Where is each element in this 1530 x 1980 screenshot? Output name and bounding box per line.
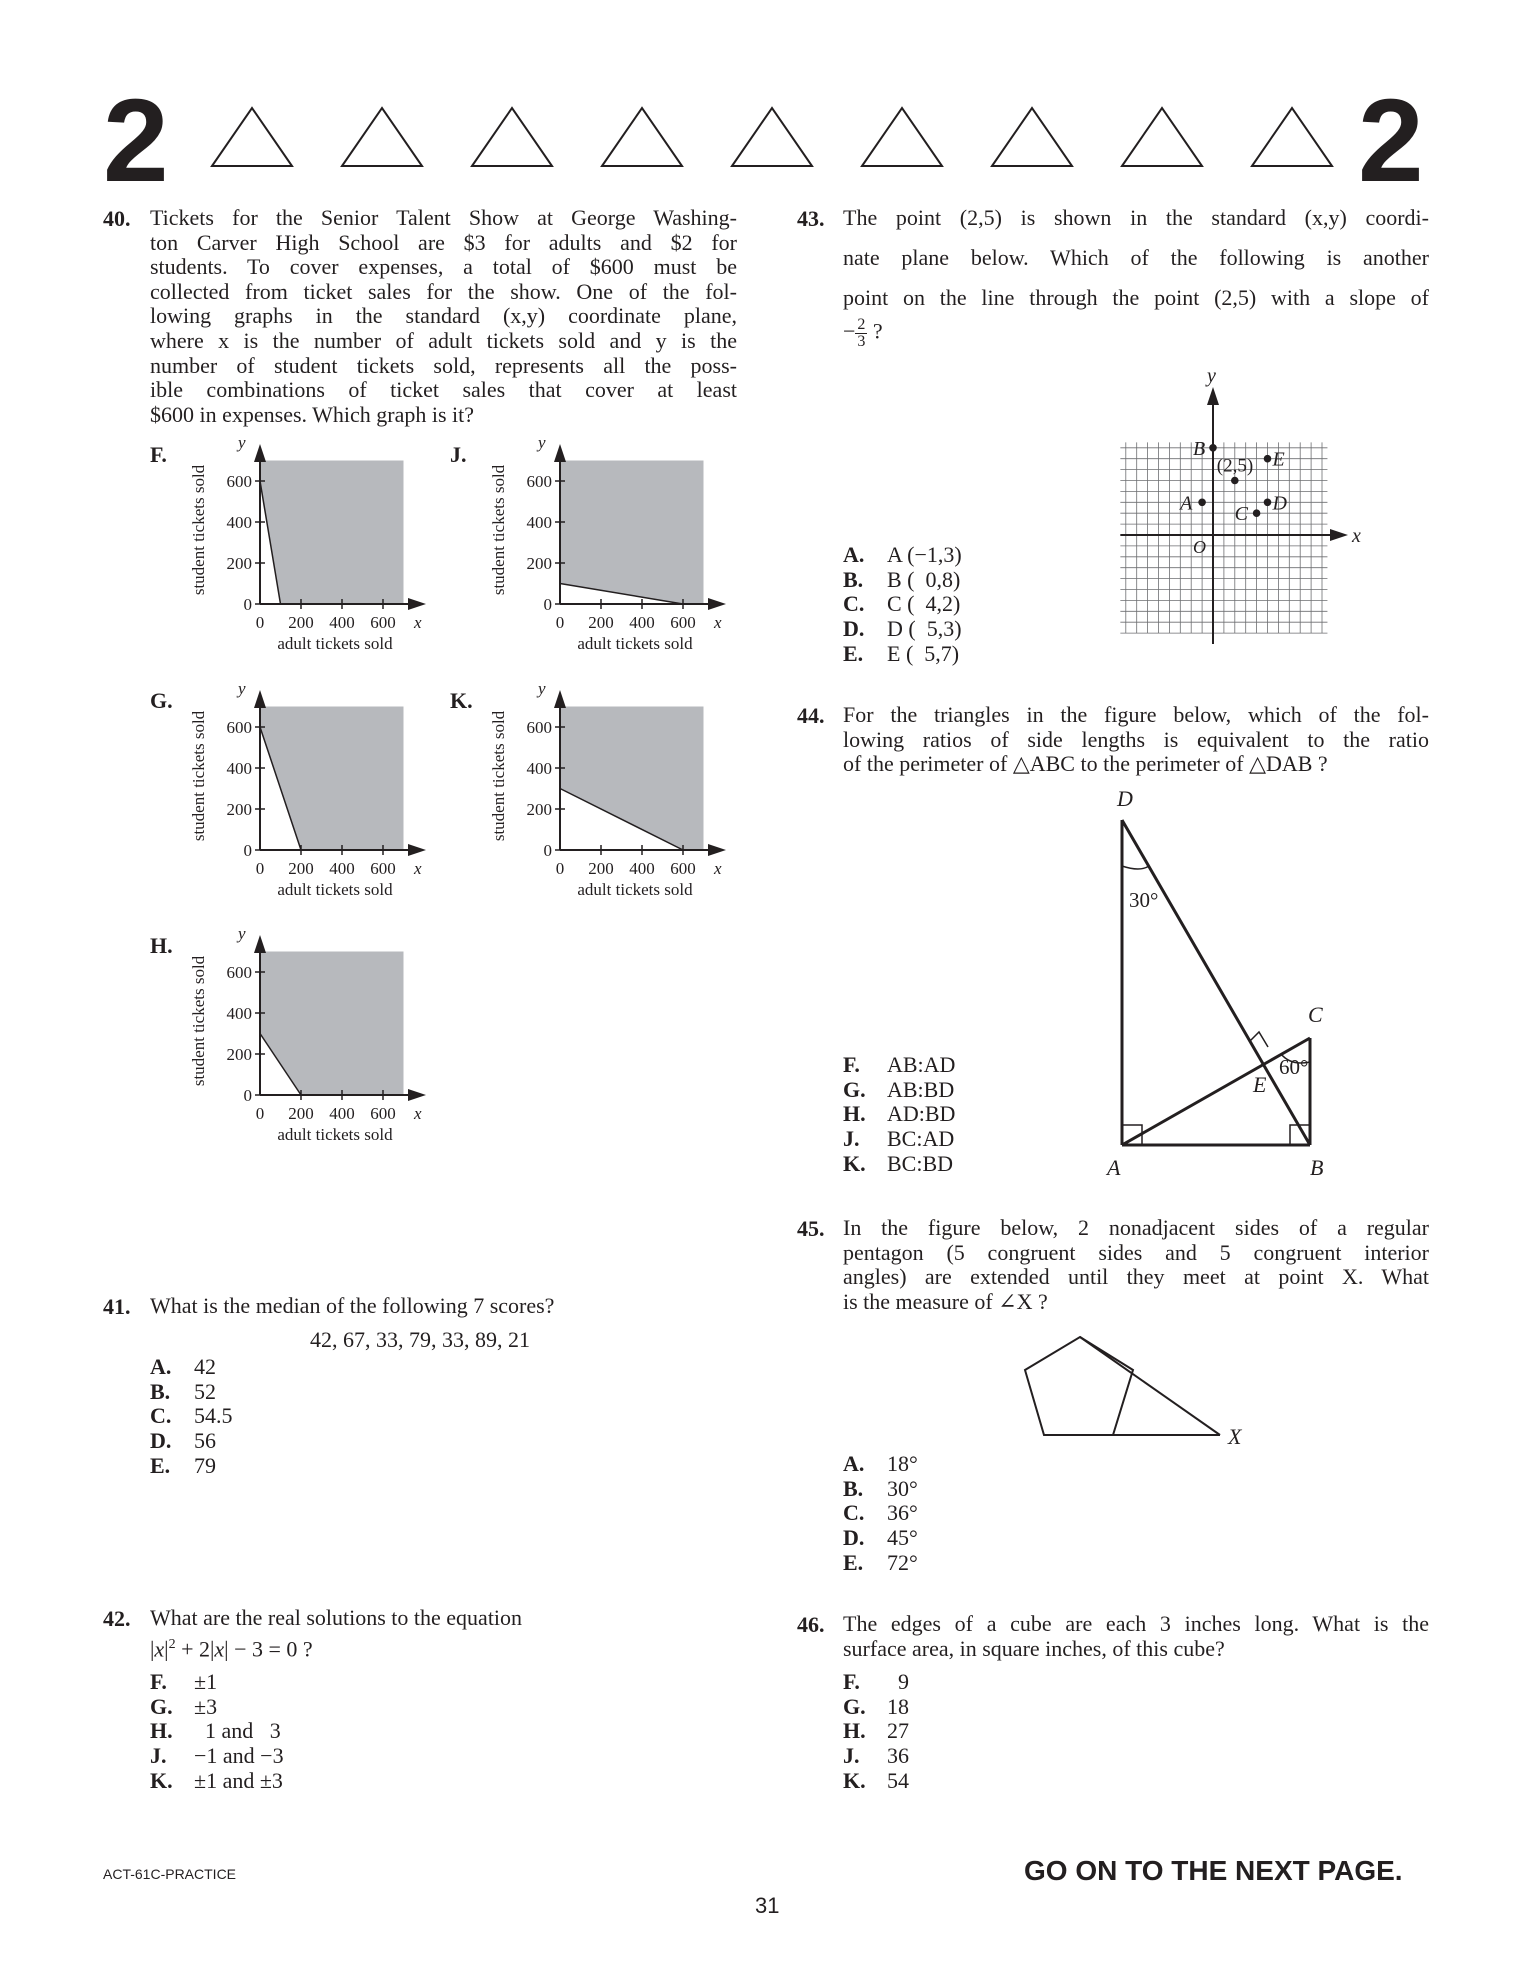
- q40-line: where x is the number of adult tickets sold and y is the: [150, 327, 737, 353]
- option-text: 18: [887, 1693, 909, 1719]
- triangle-row: [198, 104, 1348, 174]
- x-arrow: [408, 844, 426, 856]
- option-text: 36°: [887, 1500, 918, 1526]
- label-b: B: [1310, 1155, 1324, 1180]
- header-triangle: [1122, 108, 1202, 166]
- point-a-label: A: [1180, 492, 1193, 515]
- y-letter: y: [238, 679, 246, 698]
- x-tick-label: 0: [255, 1104, 265, 1123]
- option-letter: G.: [843, 1693, 866, 1719]
- graph-label[interactable]: K.: [450, 688, 473, 713]
- option-text: ±1: [194, 1669, 218, 1694]
- answer-option[interactable]: [843, 1477, 918, 1502]
- option-text: AD:BD: [887, 1101, 956, 1127]
- point-b-label: B: [1193, 437, 1206, 460]
- answer-option[interactable]: [843, 1744, 909, 1769]
- header-triangle: [342, 108, 422, 166]
- question-44-number: 44.: [797, 703, 825, 728]
- option-text: 56: [194, 1428, 216, 1454]
- option-letter: E.: [843, 1549, 864, 1575]
- y-tick-label: 0: [243, 595, 252, 614]
- y-tick-label: 400: [226, 1004, 252, 1023]
- option-text: 79: [194, 1452, 216, 1478]
- q45-pentagon-figure: [1010, 1325, 1270, 1445]
- y-tick-label: 400: [226, 759, 252, 778]
- y-letter: y: [238, 433, 246, 452]
- x-axis-title: adult tickets sold: [577, 634, 693, 653]
- question-41-text: What is the median of the following 7 scores?: [150, 1293, 555, 1318]
- shaded-region: [560, 707, 704, 851]
- question-43-line-1: The point (2,5) is shown in the standard (x,y) coordi-: [843, 205, 1429, 230]
- option-text: 54.5: [194, 1403, 233, 1429]
- point-c-label: C: [1234, 503, 1248, 526]
- x-tick-label: 0: [255, 859, 265, 878]
- q44-line: of the perimeter of △ABC to the perimeter of △DAB ?: [843, 751, 1328, 777]
- y-axis-title: student tickets sold: [489, 710, 508, 842]
- question-40-text: [150, 206, 737, 427]
- graph-plot: [188, 923, 478, 1153]
- y-arrow: [554, 690, 566, 708]
- question-45-text: [843, 1216, 1429, 1314]
- q45-line: In the figure below, 2 nonadjacent sides of a regular: [843, 1215, 1429, 1240]
- option-letter: E.: [150, 1452, 171, 1478]
- x-tick-label: 400: [329, 859, 355, 878]
- q44-line: For the triangles in the figure below, which of the fol-: [843, 702, 1429, 727]
- option-letter: J.: [150, 1743, 167, 1769]
- q45-line: angles) are extended until they meet at point X. What: [843, 1264, 1429, 1290]
- x-arrow: [708, 598, 726, 610]
- question-43-number: 43.: [797, 206, 825, 231]
- option-letter: A.: [843, 1451, 865, 1476]
- y-tick-label: 200: [526, 554, 552, 573]
- point-e-label: E: [1272, 448, 1285, 471]
- q40-line: ton Carver High School are $3 for adults and $2 for: [150, 229, 737, 255]
- triangle-lines: [1122, 820, 1310, 1145]
- x-letter: x: [714, 613, 722, 632]
- option-letter: G.: [150, 1693, 173, 1719]
- option-text: 27: [887, 1718, 909, 1744]
- x-tick-label: 400: [329, 613, 355, 632]
- option-letter: K.: [843, 1767, 866, 1793]
- y-tick-label: 600: [526, 718, 552, 737]
- y-letter: y: [238, 924, 246, 943]
- y-tick-label: 0: [543, 841, 552, 860]
- point-e: [1264, 455, 1272, 463]
- point-a: [1198, 499, 1206, 507]
- y-arrow: [254, 690, 266, 708]
- shaded-region: [260, 707, 404, 851]
- graph-plot: [188, 432, 478, 662]
- arc-30: [1122, 866, 1149, 869]
- option-letter: B.: [843, 566, 864, 592]
- answer-option[interactable]: [843, 1695, 909, 1720]
- eq-var-1: x: [154, 1636, 165, 1662]
- answer-option[interactable]: [843, 1526, 918, 1551]
- x-tick-label: 400: [329, 1104, 355, 1123]
- answer-option[interactable]: [150, 1719, 284, 1744]
- question-44-options: [843, 1053, 955, 1177]
- q45-line: is the measure of ∠X ?: [843, 1288, 1048, 1314]
- question-43-options: [843, 543, 962, 667]
- graph-label[interactable]: H.: [150, 933, 173, 958]
- graph-plot: [188, 678, 478, 908]
- y-arrow: [1207, 387, 1219, 405]
- y-tick-label: 400: [526, 759, 552, 778]
- question-41-number: 41.: [103, 1294, 131, 1319]
- option-text: ±1 and ±3: [194, 1767, 283, 1793]
- x-axis-title: adult tickets sold: [277, 880, 393, 899]
- option-text: 9: [887, 1669, 909, 1694]
- header-triangle: [862, 108, 942, 166]
- question-41-options: [150, 1355, 233, 1479]
- y-arrow: [254, 935, 266, 953]
- answer-option[interactable]: [150, 1695, 284, 1720]
- question-41-scores: 42, 67, 33, 79, 33, 89, 21: [310, 1327, 530, 1352]
- x-letter: x: [414, 1104, 422, 1123]
- answer-option[interactable]: [150, 1429, 233, 1454]
- x-arrow: [708, 844, 726, 856]
- question-46-number: 46.: [797, 1612, 825, 1637]
- x-tick-label: 400: [629, 613, 655, 632]
- question-40-number: 40.: [103, 206, 131, 231]
- slope-denominator: 3: [857, 333, 866, 350]
- x-letter: x: [414, 613, 422, 632]
- label-a: A: [1107, 1155, 1121, 1180]
- answer-option[interactable]: [843, 1551, 918, 1576]
- q40-line: Tickets for the Senior Talent Show at George Washing-: [150, 205, 737, 230]
- answer-option[interactable]: [843, 543, 962, 568]
- option-text: 36: [887, 1743, 909, 1769]
- label-x: X: [1228, 1424, 1242, 1445]
- point-c: [1253, 509, 1261, 517]
- option-letter: C.: [150, 1403, 172, 1429]
- eq-mid: + 2: [175, 1636, 210, 1662]
- option-text: AB:AD: [887, 1052, 956, 1077]
- x-tick-label: 0: [555, 859, 565, 878]
- q44-line: lowing ratios of side lengths is equivalent to the ratio: [843, 726, 1429, 752]
- x-tick-label: 200: [288, 859, 314, 878]
- y-letter: y: [538, 433, 546, 452]
- answer-option[interactable]: [843, 1127, 955, 1152]
- answer-option[interactable]: [843, 617, 962, 642]
- y-tick-label: 600: [226, 472, 252, 491]
- answer-option[interactable]: [843, 642, 962, 667]
- answer-option[interactable]: [843, 1102, 955, 1127]
- x-letter: x: [1352, 525, 1361, 547]
- question-43-line-3: point on the line through the point (2,5) with a slope of: [843, 285, 1429, 310]
- graph-plot: [488, 432, 778, 662]
- answer-option[interactable]: [843, 1501, 918, 1526]
- answer-option[interactable]: [843, 1053, 955, 1078]
- option-letter: J.: [843, 1743, 860, 1769]
- y-tick-label: 400: [226, 513, 252, 532]
- x-tick-label: 0: [555, 613, 565, 632]
- answer-option[interactable]: [843, 1769, 909, 1794]
- option-text: 18°: [887, 1451, 918, 1476]
- question-45-number: 45.: [797, 1216, 825, 1241]
- section-number-left: 2: [103, 75, 169, 207]
- question-43-slope: [843, 317, 883, 350]
- point-d-label: D: [1272, 492, 1287, 515]
- option-letter: H.: [150, 1718, 173, 1744]
- q43-coordinate-grid: [1090, 365, 1380, 665]
- footer-code: ACT-61C-PRACTICE: [103, 1866, 237, 1882]
- x-tick-label: 600: [370, 613, 396, 632]
- header-triangle: [602, 108, 682, 166]
- question-45-options: [843, 1452, 918, 1576]
- x-tick-label: 200: [288, 613, 314, 632]
- option-letter: C.: [843, 591, 865, 617]
- answer-option[interactable]: [150, 1769, 284, 1794]
- origin-label: O: [1193, 537, 1206, 557]
- option-letter: G.: [843, 1076, 866, 1102]
- answer-option[interactable]: [843, 1152, 955, 1177]
- q46-line: surface area, in square inches, of this cube?: [843, 1635, 1225, 1661]
- option-text: E ( 5,7): [887, 640, 960, 666]
- x-tick-label: 600: [670, 859, 696, 878]
- y-tick-label: 600: [226, 963, 252, 982]
- y-axis-title: student tickets sold: [189, 464, 208, 596]
- y-tick-label: 200: [526, 800, 552, 819]
- x-tick-label: 600: [370, 1104, 396, 1123]
- question-43-line-2: nate plane below. Which of the following is another: [843, 245, 1429, 270]
- y-arrow: [254, 444, 266, 462]
- option-letter: H.: [843, 1101, 866, 1127]
- q45-line: pentagon (5 congruent sides and 5 congruent interior: [843, 1239, 1429, 1265]
- q40-line: lowing graphs in the standard (x,y) coordinate plane,: [150, 303, 737, 329]
- y-tick-label: 200: [226, 1045, 252, 1064]
- y-tick-label: 0: [243, 1086, 252, 1105]
- option-letter: A.: [150, 1354, 172, 1379]
- answer-option[interactable]: [150, 1454, 233, 1479]
- option-letter: D.: [150, 1428, 172, 1454]
- segment-db: [1122, 820, 1310, 1145]
- x-letter: x: [714, 859, 722, 878]
- page-number: 31: [755, 1893, 780, 1918]
- shaded-region: [560, 461, 704, 605]
- answer-option[interactable]: [150, 1355, 233, 1380]
- header-triangle: [212, 108, 292, 166]
- question-46-text: [843, 1612, 1429, 1661]
- go-on-next-page: GO ON TO THE NEXT PAGE.: [1024, 1855, 1403, 1886]
- graph-label[interactable]: J.: [450, 442, 467, 467]
- extended-side-1: [1080, 1337, 1220, 1435]
- y-tick-label: 600: [526, 472, 552, 491]
- option-letter: B.: [843, 1475, 864, 1501]
- x-tick-label: 200: [288, 1104, 314, 1123]
- option-letter: K.: [843, 1150, 866, 1176]
- option-text: 30°: [887, 1475, 918, 1501]
- x-tick-label: 200: [588, 613, 614, 632]
- slope-numerator: 2: [857, 316, 866, 333]
- option-letter: K.: [150, 1767, 173, 1793]
- option-text: AB:BD: [887, 1076, 955, 1102]
- given-point: [1231, 477, 1239, 485]
- x-arrow: [408, 598, 426, 610]
- q46-line: The edges of a cube are each 3 inches long. What is the: [843, 1611, 1429, 1636]
- q40-line: students. To cover expenses, a total of $600 must be: [150, 254, 737, 280]
- section-number-right: 2: [1358, 75, 1424, 207]
- point-d: [1264, 499, 1272, 507]
- shaded-region: [260, 952, 404, 1096]
- y-axis-title: student tickets sold: [189, 710, 208, 842]
- option-text: D ( 5,3): [887, 616, 962, 642]
- option-text: B ( 0,8): [887, 566, 961, 592]
- x-arrow: [408, 1089, 426, 1101]
- option-letter: D.: [843, 616, 865, 642]
- option-text: 72°: [887, 1549, 918, 1575]
- option-text: −1 and −3: [194, 1743, 284, 1769]
- y-letter: y: [1207, 365, 1216, 387]
- answer-option[interactable]: [150, 1744, 284, 1769]
- label-c: C: [1308, 1002, 1323, 1027]
- option-text: 54: [887, 1767, 909, 1793]
- x-axis-title: adult tickets sold: [277, 1125, 393, 1144]
- x-tick-label: 600: [670, 613, 696, 632]
- answer-option[interactable]: [150, 1670, 284, 1695]
- y-tick-label: 600: [226, 718, 252, 737]
- x-axis-title: adult tickets sold: [277, 634, 393, 653]
- eq-var-2: x: [214, 1636, 225, 1662]
- option-letter: H.: [843, 1718, 866, 1744]
- y-axis-title: student tickets sold: [489, 464, 508, 596]
- answer-option[interactable]: [843, 1078, 955, 1103]
- question-42-options: [150, 1670, 284, 1794]
- answer-option[interactable]: [843, 1452, 918, 1477]
- question-44-text: [843, 703, 1429, 777]
- header-triangle: [1252, 108, 1332, 166]
- angle-60-label: 60°: [1279, 1055, 1309, 1079]
- x-tick-label: 0: [255, 613, 265, 632]
- q40-line: ible combinations of ticket sales that cover at least: [150, 377, 737, 403]
- option-text: ±3: [194, 1693, 218, 1719]
- option-letter: E.: [843, 640, 864, 666]
- option-letter: A.: [843, 542, 865, 567]
- x-tick-label: 200: [588, 859, 614, 878]
- y-tick-label: 400: [526, 513, 552, 532]
- option-letter: D.: [843, 1525, 865, 1551]
- question-42-equation: $|x|^2 + 2|x| - 3 = 0$ ?: [150, 1636, 313, 1662]
- option-text: BC:BD: [887, 1150, 954, 1176]
- x-letter: x: [414, 859, 422, 878]
- eq-exponent: 2: [168, 1637, 176, 1652]
- q40-line: $600 in expenses. Which graph is it?: [150, 401, 475, 427]
- answer-option[interactable]: [843, 1670, 909, 1695]
- header-triangle: [992, 108, 1072, 166]
- option-letter: F.: [150, 1669, 167, 1694]
- option-text: C ( 4,2): [887, 591, 961, 617]
- given-point-label: (2,5): [1216, 455, 1254, 477]
- option-text: 45°: [887, 1525, 918, 1551]
- eq-end: − 3 = 0 ?: [228, 1636, 313, 1662]
- angle-30-label: 30°: [1129, 888, 1159, 912]
- option-letter: F.: [843, 1669, 860, 1694]
- q44-triangle-figure: [1095, 780, 1355, 1185]
- option-text: 52: [194, 1378, 216, 1404]
- answer-option[interactable]: [150, 1380, 233, 1405]
- point-b: [1209, 444, 1217, 452]
- slope-sign: −: [843, 318, 856, 344]
- header-triangle: [472, 108, 552, 166]
- option-letter: B.: [150, 1378, 171, 1404]
- graph-plot: [488, 678, 778, 908]
- slope-end: ?: [867, 318, 883, 344]
- option-letter: J.: [843, 1126, 860, 1152]
- option-text: 42: [194, 1354, 216, 1379]
- label-d: D: [1117, 786, 1133, 811]
- graph-label[interactable]: F.: [150, 442, 167, 467]
- x-axis-title: adult tickets sold: [577, 880, 693, 899]
- label-e: E: [1253, 1072, 1267, 1097]
- option-text: 1 and 3: [194, 1718, 281, 1744]
- question-46-options: [843, 1670, 909, 1794]
- y-axis-title: student tickets sold: [189, 955, 208, 1087]
- y-tick-label: 200: [226, 554, 252, 573]
- y-arrow: [554, 444, 566, 462]
- header-triangle: [732, 108, 812, 166]
- q40-line: number of student tickets sold, represents all the poss-: [150, 352, 737, 378]
- option-text: BC:AD: [887, 1126, 955, 1152]
- graph-label[interactable]: G.: [150, 688, 173, 713]
- question-42-number: 42.: [103, 1606, 131, 1631]
- option-letter: C.: [843, 1500, 865, 1526]
- option-letter: F.: [843, 1052, 860, 1077]
- y-letter: y: [538, 679, 546, 698]
- x-arrow: [1330, 529, 1348, 541]
- answer-option[interactable]: [843, 592, 962, 617]
- answer-option[interactable]: [150, 1404, 233, 1429]
- y-tick-label: 0: [243, 841, 252, 860]
- x-tick-label: 400: [629, 859, 655, 878]
- y-tick-label: 200: [226, 800, 252, 819]
- x-tick-label: 600: [370, 859, 396, 878]
- option-text: A (−1,3): [887, 542, 962, 567]
- q40-line: collected from ticket sales for the show. One of the fol-: [150, 278, 737, 304]
- pentagon: [1025, 1337, 1133, 1435]
- answer-option[interactable]: [843, 568, 962, 593]
- answer-option[interactable]: [843, 1719, 909, 1744]
- y-tick-label: 0: [543, 595, 552, 614]
- shaded-region: [260, 461, 404, 605]
- question-42-text: What are the real solutions to the equation: [150, 1605, 523, 1630]
